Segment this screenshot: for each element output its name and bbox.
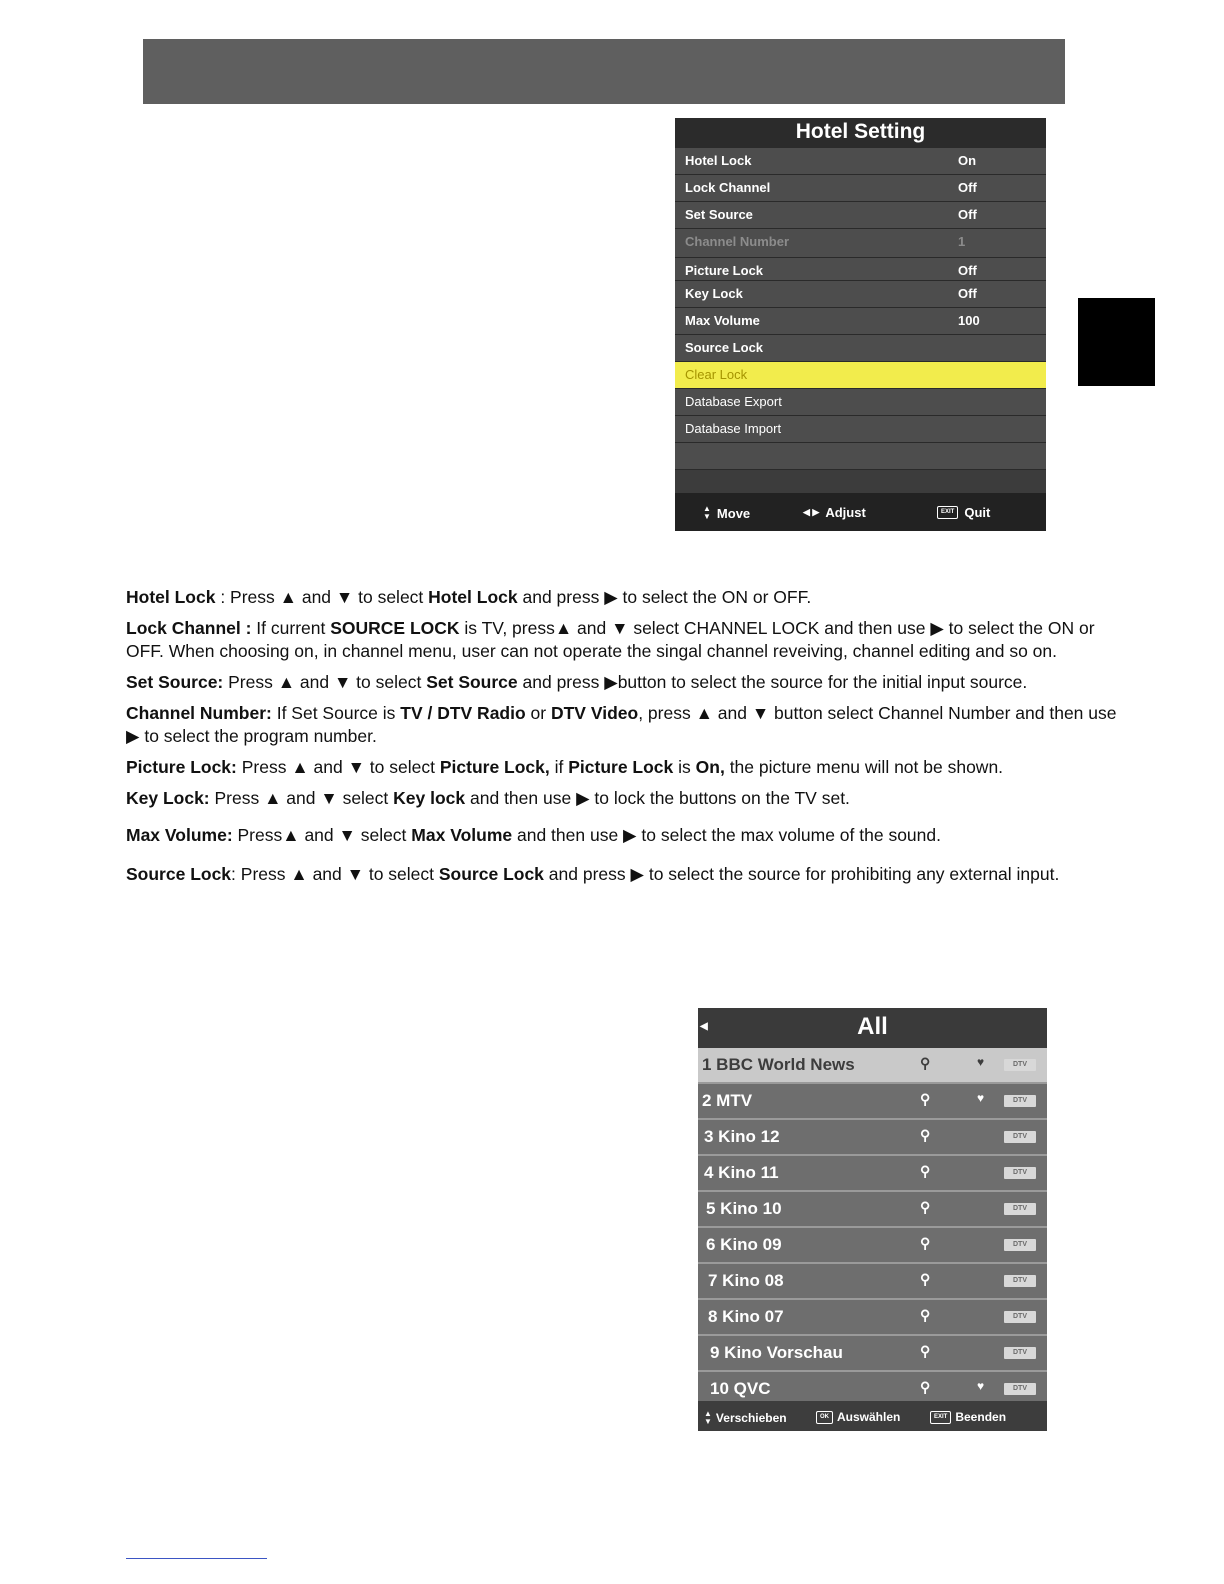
channel-row[interactable]: [698, 1084, 1047, 1120]
up-down-arrows-icon: ▲ ▼: [704, 1409, 712, 1426]
favorite-icon: ♥: [977, 1091, 985, 1105]
right-arrow-icon: ▶: [623, 825, 637, 845]
up-arrow-icon: ▲: [554, 618, 573, 638]
favorite-icon: ♥: [977, 1055, 985, 1069]
menu-row-label: Database Import: [685, 421, 782, 436]
menu-row-source-lock[interactable]: [675, 335, 1046, 362]
up-arrow-icon: ▲: [277, 672, 296, 692]
channel-row[interactable]: [698, 1048, 1047, 1084]
source-lock-instruction: Source Lock: Press ▲ and ▼ to select Source Lock and press ▶ to select the source for prohibiting any external input.: [126, 864, 1060, 884]
lock-key-icon: ⚲: [920, 1343, 931, 1359]
menu-footer: [675, 493, 1046, 531]
menu-row-set-source[interactable]: [675, 202, 1046, 229]
lock-key-icon: ⚲: [920, 1271, 931, 1287]
footer-adjust: [803, 505, 866, 520]
footer-quit-label: Quit: [964, 505, 991, 520]
dtv-badge: DTV: [1004, 1275, 1036, 1287]
down-arrow-icon: ▼: [320, 788, 338, 808]
hotel-lock-instruction: Hotel Lock : Press ▲ and ▼ to select Hotel Lock and press ▶ to select the ON or OFF.: [126, 587, 812, 607]
ok-key-icon: OK: [816, 1411, 833, 1424]
lock-key-icon: ⚲: [920, 1235, 931, 1251]
menu-row-label: Picture Lock: [685, 263, 764, 278]
channel-name: 9 Kino Vorschau: [710, 1343, 843, 1362]
lock-key-icon: ⚲: [920, 1199, 931, 1215]
dtv-badge: DTV: [1004, 1203, 1036, 1215]
menu-title: Hotel Setting: [675, 118, 1046, 148]
channel-name: 1 BBC World News: [702, 1055, 855, 1074]
menu-row-channel-number: [675, 229, 1046, 258]
footer-rule: [126, 1558, 267, 1559]
lock-key-icon: ⚲: [920, 1163, 931, 1179]
channel-row[interactable]: [698, 1120, 1047, 1156]
up-arrow-icon: ▲: [279, 587, 297, 607]
footer-quit: [930, 1410, 1006, 1424]
exit-key-icon: EXIT: [937, 506, 958, 519]
picture-lock-instruction: Picture Lock: Press ▲ and ▼ to select Picture Lock, if Picture Lock is On, the picture menu will not be shown.: [126, 757, 1004, 777]
menu-row-label: Set Source: [685, 207, 753, 222]
section-tab: [1078, 298, 1155, 386]
menu-row-value: Off: [958, 286, 977, 301]
channel-name: 5 Kino 10: [706, 1199, 782, 1218]
menu-row-label: Key Lock: [685, 286, 743, 301]
down-arrow-icon: ▼: [611, 618, 629, 638]
menu-row-picture-lock[interactable]: [675, 258, 1046, 281]
down-arrow-icon: ▼: [347, 757, 365, 777]
dtv-badge: DTV: [1004, 1059, 1036, 1071]
left-right-arrows-icon: ◀ ▶: [803, 507, 820, 517]
footer-move-label: Verschieben: [715, 1411, 787, 1425]
menu-row-label: Database Export: [685, 394, 782, 409]
dtv-badge: DTV: [1004, 1131, 1036, 1143]
channel-row[interactable]: [698, 1264, 1047, 1300]
menu-row-label: Lock Channel: [685, 180, 771, 195]
channel-name: 2 MTV: [702, 1091, 753, 1110]
menu-row-label: Hotel Lock: [685, 153, 752, 168]
channel-name: 10 QVC: [710, 1379, 771, 1398]
menu-row-value: Off: [958, 207, 977, 222]
header-bar: [143, 39, 1065, 104]
up-arrow-icon: ▲: [695, 703, 713, 723]
channel-row[interactable]: [698, 1156, 1047, 1192]
footer-move-label: Move: [716, 505, 751, 521]
menu-row-label: Max Volume: [685, 313, 760, 328]
menu-row-value: 100: [958, 313, 980, 328]
menu-row-value: Off: [958, 180, 977, 195]
channel-list-menu: [698, 1008, 1047, 1431]
down-arrow-icon: ▼: [333, 672, 352, 692]
menu-row-database-import[interactable]: [675, 416, 1046, 443]
lock-key-icon: ⚲: [920, 1307, 931, 1323]
footer-select: [816, 1410, 900, 1424]
exit-key-icon: EXIT: [930, 1411, 951, 1424]
channel-number-instruction: Channel Number: If Set Source is TV / DTV Radio or DTV Video, press ▲ and ▼ button select Channel Number and then use ▶ to select the program number.: [126, 703, 1117, 746]
footer-select-label: Auswählen: [837, 1410, 901, 1424]
lock-key-icon: ⚲: [920, 1379, 931, 1395]
menu-row-clear-lock[interactable]: [675, 362, 1046, 389]
channel-name: 6 Kino 09: [706, 1235, 782, 1254]
channel-row[interactable]: [698, 1336, 1047, 1372]
menu-row-empty: [675, 443, 1046, 470]
lock-channel-instruction: Lock Channel : If current SOURCE LOCK is TV, press▲ and ▼ select CHANNEL LOCK and then use ▶ to select the ON or OFF. When choosing on, in channel menu, user can not operate the singal channel reveiving, channel editing and so on.: [126, 618, 1095, 661]
right-arrow-icon: ▶: [604, 587, 618, 607]
footer-adjust-label: Adjust: [825, 505, 866, 520]
channel-name: 7 Kino 08: [708, 1271, 784, 1290]
lock-key-icon: ⚲: [920, 1055, 931, 1071]
footer-move: [703, 505, 750, 521]
menu-row-label: Source Lock: [685, 340, 764, 355]
right-arrow-icon: ▶: [604, 672, 618, 692]
up-arrow-icon: ▲: [264, 788, 282, 808]
channel-name: 3 Kino 12: [704, 1127, 780, 1146]
menu-row-lock-channel[interactable]: [675, 175, 1046, 202]
right-arrow-icon: ▶: [930, 618, 944, 638]
dtv-badge: DTV: [1004, 1311, 1036, 1323]
up-down-arrows-icon: ▲ ▼: [703, 504, 711, 521]
down-arrow-icon: ▼: [335, 587, 354, 607]
right-arrow-icon: ▶: [576, 788, 590, 808]
key-lock-instruction: Key Lock: Press ▲ and ▼ select Key lock and then use ▶ to lock the buttons on the TV set.: [126, 788, 850, 808]
max-volume-instruction: Max Volume: Press▲ and ▼ select Max Volume and then use ▶ to select the max volume of the sound.: [126, 825, 941, 845]
lock-key-icon: ⚲: [920, 1091, 931, 1107]
channel-list-title-text: All: [857, 1013, 888, 1040]
up-arrow-icon: ▲: [291, 757, 309, 777]
menu-row-value: 1: [958, 234, 966, 249]
channel-row[interactable]: [698, 1192, 1047, 1228]
favorite-icon: ♥: [977, 1379, 985, 1393]
dtv-badge: DTV: [1004, 1383, 1036, 1395]
dtv-badge: DTV: [1004, 1095, 1036, 1107]
footer-quit-label: Beenden: [955, 1410, 1007, 1424]
menu-row-label: Clear Lock: [685, 367, 748, 382]
down-arrow-icon: ▼: [338, 825, 356, 845]
channel-name: 4 Kino 11: [704, 1163, 779, 1182]
channel-list-footer: [698, 1401, 1047, 1431]
lock-key-icon: ⚲: [920, 1127, 931, 1143]
menu-row-value: Off: [958, 263, 977, 278]
instructions: [126, 586, 1131, 897]
down-arrow-icon: ▼: [346, 864, 364, 884]
left-arrow-icon: ◀: [700, 1021, 708, 1032]
dtv-badge: DTV: [1004, 1347, 1036, 1359]
right-arrow-icon: ▶: [630, 864, 644, 884]
menu-row-hotel-lock[interactable]: [675, 148, 1046, 175]
menu-row-value: On: [958, 153, 977, 168]
up-arrow-icon: ▲: [282, 825, 300, 845]
dtv-badge: DTV: [1004, 1167, 1036, 1179]
set-source-instruction: Set Source: Press ▲ and ▼ to select Set Source and press ▶button to select the source for the initial input source.: [126, 672, 1028, 692]
up-arrow-icon: ▲: [290, 864, 308, 884]
down-arrow-icon: ▼: [751, 703, 770, 723]
channel-row[interactable]: [698, 1228, 1047, 1264]
channel-name: 8 Kino 07: [708, 1307, 784, 1326]
dtv-badge: DTV: [1004, 1239, 1036, 1251]
menu-row-database-export[interactable]: [675, 389, 1046, 416]
channel-list-title: [698, 1008, 1047, 1048]
menu-row-key-lock[interactable]: [675, 281, 1046, 308]
footer-quit: [937, 505, 990, 520]
menu-row-label: Channel Number: [685, 234, 790, 249]
footer-move: [704, 1410, 787, 1426]
right-arrow-icon: ▶: [126, 726, 140, 746]
channel-row[interactable]: [698, 1300, 1047, 1336]
menu-row-max-volume[interactable]: [675, 308, 1046, 335]
hotel-setting-menu: [675, 118, 1046, 531]
